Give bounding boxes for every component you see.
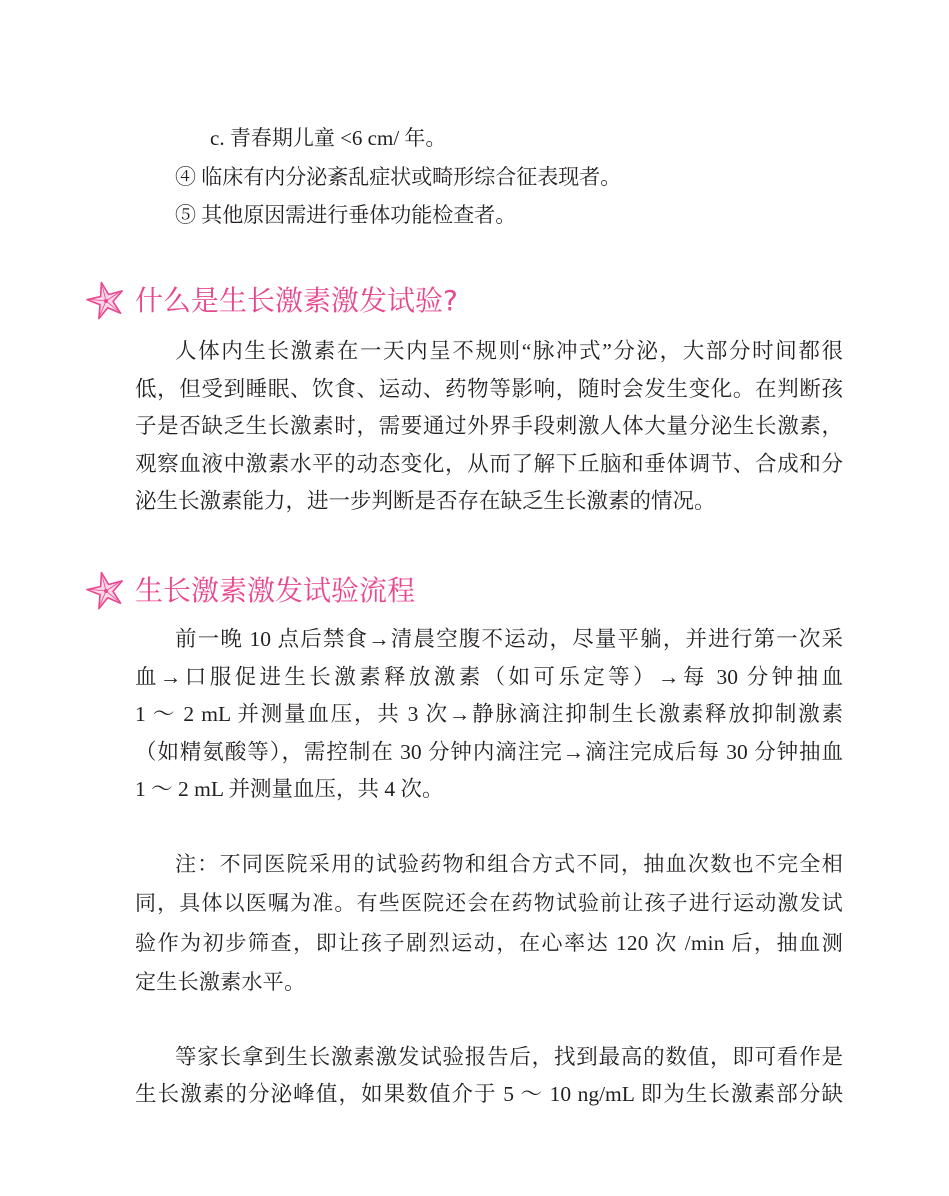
- paragraph-line: 生长激素的分泌峰值，如果数值介于 5 ～ 10 ng/mL 即为生长激素部分缺: [135, 1082, 843, 1106]
- paragraph-line: 低，但受到睡眠、饮食、运动、药物等影响，随时会发生变化。在判断孩: [135, 376, 843, 401]
- paragraph-process: [135, 621, 843, 809]
- paragraph-line: 前一晚 10 点后禁食→清晨空腹不运动，尽量平躺，并进行第一次采: [175, 627, 843, 651]
- note-line: 注：不同医院采用的试验药物和组合方式不同，抽血次数也不完全相: [175, 852, 843, 876]
- section-heading-text: 什么是生长激素激发试验?: [135, 284, 458, 317]
- paragraph-line: 1 ～ 2 mL 并测量血压，共 4 次。: [135, 777, 444, 801]
- note-line: 验作为初步筛查，即让孩子剧烈运动，在心率达 120 次 /min 后，抽血测: [135, 930, 843, 955]
- paragraph-results: [135, 1039, 843, 1113]
- paragraph-what: [135, 333, 843, 521]
- criteria-item-c: c. 青春期儿童 <6 cm/ 年。: [210, 126, 447, 150]
- note-paragraph: [135, 845, 843, 1002]
- paragraph-line: 血→口服促进生长激素释放激素（如可乐定等）→每 30 分钟抽血: [135, 664, 843, 689]
- starfish-icon: [86, 571, 126, 611]
- section-heading-text: 生长激素激发试验流程: [135, 574, 416, 607]
- paragraph-line: 泌生长激素能力，进一步判断是否存在缺乏生长激素的情况。: [135, 489, 716, 513]
- paragraph-line: （如精氨酸等），需控制在 30 分钟内滴注完→滴注完成后每 30 分钟抽血: [135, 739, 843, 764]
- note-line: 同，具体以医嘱为准。有些医院还会在药物试验前让孩子进行运动激发试: [135, 891, 843, 916]
- criteria-item-5: ⑤ 其他原因需进行垂体功能检查者。: [175, 203, 517, 227]
- note-line: 定生长激素水平。: [135, 969, 306, 994]
- section-heading-process: [86, 571, 415, 611]
- paragraph-line: 观察血液中激素水平的动态变化，从而了解下丘脑和垂体调节、合成和分: [135, 451, 843, 476]
- paragraph-line: 1 ～ 2 mL 并测量血压，共 3 次→静脉滴注抑制生长激素释放抑制激素: [135, 702, 843, 726]
- paragraph-line: 等家长拿到生长激素激发试验报告后，找到最高的数值，即可看作是: [175, 1045, 843, 1069]
- starfish-icon: [86, 281, 126, 321]
- paragraph-line: 子是否缺乏生长激素时，需要通过外界手段刺激人体大量分泌生长激素，: [135, 414, 843, 438]
- criteria-item-4: ④ 临床有内分泌紊乱症状或畸形综合征表现者。: [175, 164, 622, 189]
- criteria-list: [175, 119, 843, 235]
- paragraph-line: 人体内生长激素在一天内呈不规则“脉冲式”分泌，大部分时间都很: [175, 339, 843, 363]
- section-heading-what: [86, 281, 458, 321]
